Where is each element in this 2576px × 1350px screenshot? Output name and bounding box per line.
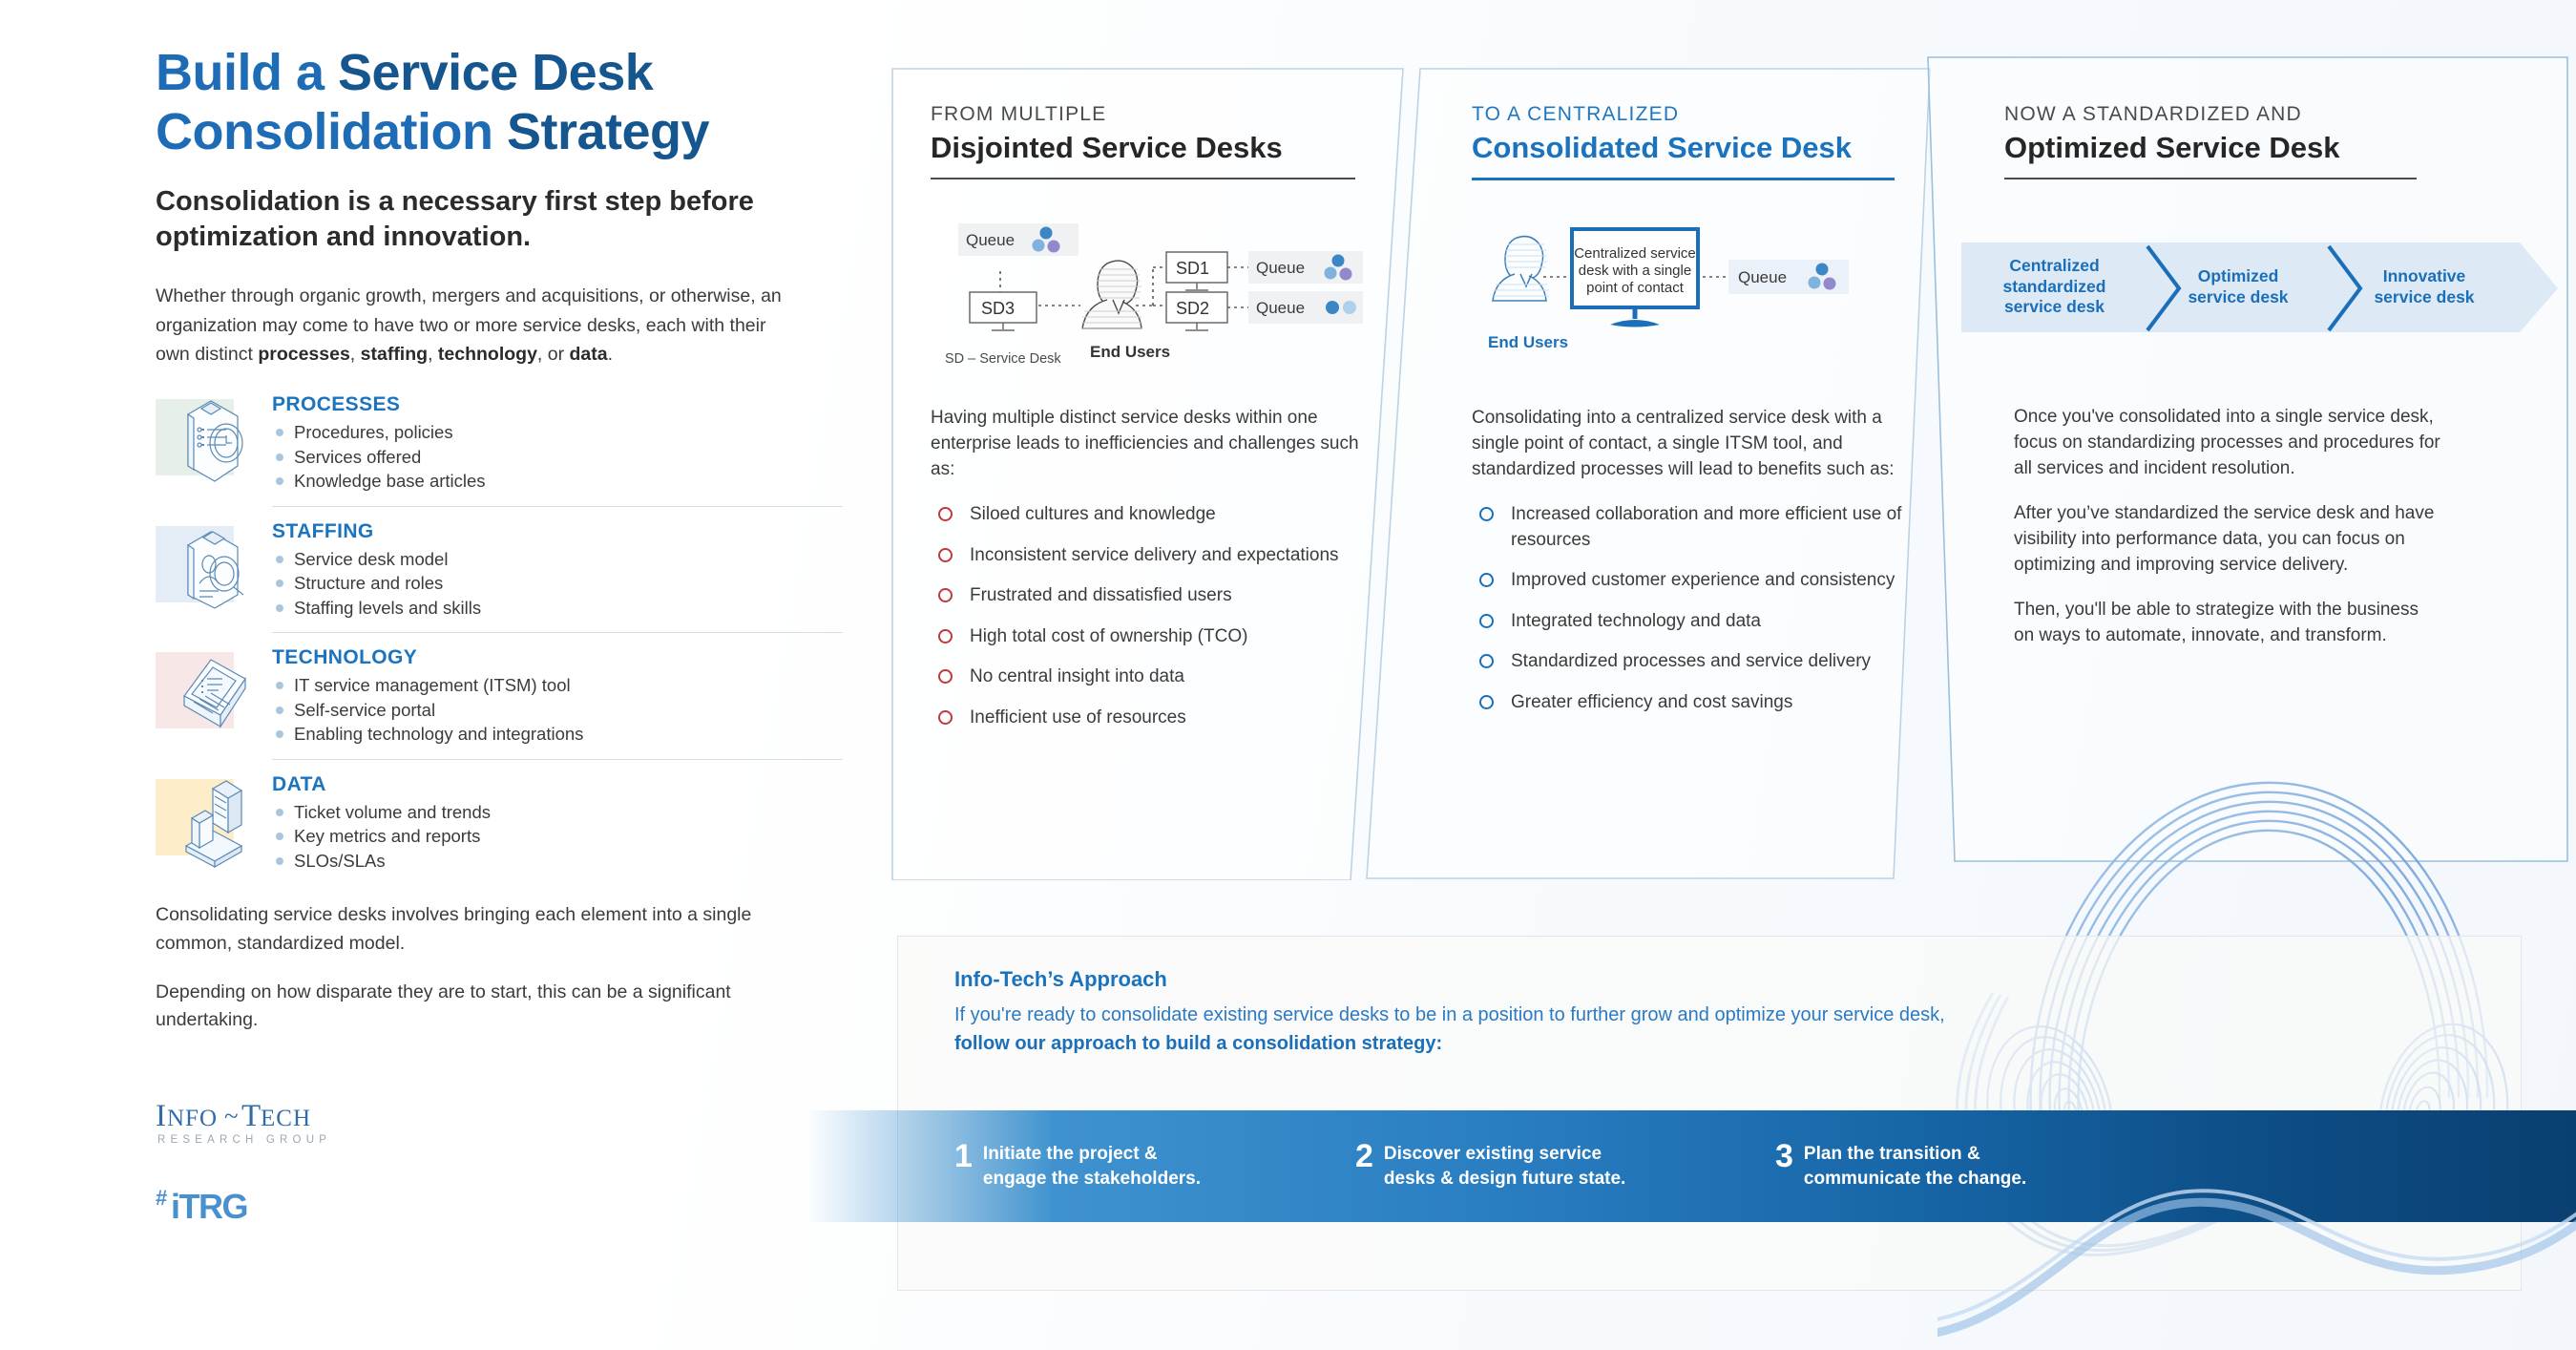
chevron-1-line-1: Centralized <box>2009 255 2100 275</box>
itrg-logo-mark <box>156 1182 299 1226</box>
approach-text-bold: follow our approach to build a consolidation strategy: <box>954 1033 1443 1054</box>
panel-1-kicker: FROM MULTIPLE <box>931 103 1107 125</box>
intro-bold-staffing: staffing <box>360 343 429 365</box>
category-bullets <box>272 673 843 747</box>
step-1-number: 1 <box>954 1138 973 1175</box>
category-data <box>156 773 843 881</box>
intro-bold-processes: processes <box>258 343 350 365</box>
category-list <box>156 393 843 880</box>
panel-1-intro: Having multiple distinct service desks within one enterprise leads to inefficiencies and challenges such as: <box>931 408 1359 479</box>
panel-3-paragraph-3: Then, you'll be able to strategize with the business on ways to automate, innovate, and transform. <box>2014 599 2419 645</box>
step-3-number: 3 <box>1775 1138 1793 1175</box>
svg-text:Queue: Queue <box>966 231 1016 249</box>
intro-sep-2: , <box>428 343 438 365</box>
svg-text:End Users: End Users <box>1090 343 1171 361</box>
svg-text:T: T <box>241 1099 262 1134</box>
panel-2-intro: Consolidating into a centralized service desk with a single point of contact, a single ITSM tool, and standardized processes will lead to benefits such as: <box>1472 408 1895 479</box>
svg-text:I: I <box>156 1099 167 1134</box>
divider <box>272 759 843 760</box>
step-2-line-1: Discover existing service <box>1383 1144 1602 1165</box>
svg-text:Centralized service: Centralized service <box>1574 245 1696 262</box>
panel-1-bullets <box>931 502 1379 731</box>
step-3-line-2: communicate the change. <box>1803 1168 2027 1189</box>
category-thumb <box>156 646 251 742</box>
category-bullets <box>272 800 843 874</box>
title-part-3: Consolidation <box>156 103 493 161</box>
step-3 <box>1775 1138 2195 1190</box>
panel-1-content <box>931 406 1379 746</box>
category-thumb <box>156 773 251 869</box>
divider <box>272 632 843 633</box>
list-item: Self-service portal <box>272 698 843 723</box>
list-item: Procedures, policies <box>272 420 843 445</box>
panel-3-headline: Optimized Service Desk <box>2004 131 2340 164</box>
category-body <box>272 393 843 501</box>
step-2-number: 2 <box>1355 1138 1373 1175</box>
panel-3-content <box>2014 405 2441 649</box>
intro-text-a: Whether through organic growth, mergers and acquisitions, or otherwise, an organization may come to have two or more service desks, each with their own distinct <box>156 285 782 365</box>
list-item: Enabling technology and integrations <box>272 722 843 747</box>
closing-paragraph-2: Depending on how disparate they are to start, this can be a significant undertaking. <box>156 981 731 1030</box>
list-item: Frustrated and dissatisfied users <box>931 583 1379 609</box>
panel-3 <box>2004 103 2453 179</box>
laptop-icon <box>169 646 257 742</box>
intro-period: . <box>607 343 614 365</box>
step-2-text <box>1384 1142 1625 1190</box>
panel-3-paragraph-1: Once you've consolidated into a single service desk, focus on standardizing processes and procedures for all services and incident resolution. <box>2014 407 2440 478</box>
approach-title: Info-Tech’s Approach <box>954 967 1167 991</box>
panel-3-kicker: NOW A STANDARDIZED AND <box>2004 103 2302 125</box>
svg-text:End Users: End Users <box>1488 333 1569 351</box>
intro-bold-data: data <box>569 343 608 365</box>
svg-text:iTRG: iTRG <box>171 1187 247 1227</box>
list-item: Knowledge base articles <box>272 469 843 494</box>
chevron-labels <box>1961 237 2572 337</box>
step-2-line-2: desks & design future state. <box>1383 1168 1626 1189</box>
chevron-step-2 <box>2147 237 2329 337</box>
intro-paragraph <box>156 282 805 369</box>
panel-1-diagram <box>945 212 1365 374</box>
approach-text <box>954 1001 1966 1058</box>
list-item: IT service management (ITSM) tool <box>272 673 843 698</box>
category-name: STAFFING <box>272 519 374 542</box>
bar-blocks-icon <box>169 773 257 869</box>
svg-text:ECH: ECH <box>261 1106 311 1132</box>
panel-2-content <box>1472 406 1920 730</box>
svg-text:point of contact: point of contact <box>1586 280 1684 296</box>
svg-text:Queue: Queue <box>1738 268 1788 286</box>
svg-text:desk with a single: desk with a single <box>1578 263 1692 279</box>
category-name: TECHNOLOGY <box>272 646 418 669</box>
step-3-line-1: Plan the transition & <box>1803 1144 1980 1165</box>
category-body <box>272 646 843 754</box>
list-item: Service desk model <box>272 547 843 572</box>
category-processes <box>156 393 843 501</box>
intro-bold-technology: technology <box>437 343 537 365</box>
chevron-step-3 <box>2329 237 2520 337</box>
list-item: Structure and roles <box>272 571 843 596</box>
divider <box>272 506 843 507</box>
panel-2-headline: Consolidated Service Desk <box>1472 131 1852 164</box>
chevron-3-line-1: Innovative <box>2382 265 2466 285</box>
svg-text:Queue: Queue <box>1256 259 1306 277</box>
category-name: DATA <box>272 772 326 795</box>
step-1-text <box>983 1142 1201 1190</box>
title-part-2: Service Desk <box>338 44 654 101</box>
svg-text:NFO: NFO <box>167 1106 219 1132</box>
category-technology <box>156 646 843 754</box>
panel-1 <box>931 103 1389 179</box>
svg-text:#: # <box>156 1186 168 1211</box>
panel-3-rule <box>2004 178 2417 179</box>
intro-sep-1: , <box>349 343 361 365</box>
category-thumb <box>156 393 251 489</box>
step-1-line-1: Initiate the project & <box>982 1144 1158 1165</box>
svg-text:SD1: SD1 <box>1176 259 1210 278</box>
category-body <box>272 520 843 628</box>
panel-2-rule <box>1472 178 1895 180</box>
list-item: Siloed cultures and knowledge <box>931 502 1379 528</box>
svg-text:~: ~ <box>224 1102 239 1131</box>
step-2 <box>1355 1138 1775 1190</box>
panel-1-rule <box>931 178 1355 179</box>
svg-text:Queue: Queue <box>1256 299 1306 317</box>
closing-paragraph-1: Consolidating service desks involves bringing each element into a single common, standardized model. <box>156 904 752 954</box>
intro-sep-3: , or <box>536 343 570 365</box>
step-3-text <box>1804 1142 2026 1190</box>
panel-2 <box>1472 103 1920 180</box>
person-magnifier-icon <box>169 520 257 616</box>
logo-group <box>156 1095 862 1231</box>
svg-text:RESEARCH GROUP: RESEARCH GROUP <box>157 1134 332 1147</box>
itrg-logo <box>156 1182 862 1231</box>
list-item: Improved customer experience and consistency <box>1472 568 1920 594</box>
list-item: Inefficient use of resources <box>931 706 1379 731</box>
approach-content <box>954 967 1966 1058</box>
category-bullets <box>272 547 843 621</box>
left-column <box>156 43 862 1231</box>
disjointed-desks-diagram <box>945 212 1365 369</box>
approach-text-plain: If you're ready to consolidate existing service desks to be in a position to further grow and optimize your service desk, <box>954 1004 1945 1025</box>
list-item: Staffing levels and skills <box>272 596 843 621</box>
list-item: Ticket volume and trends <box>272 800 843 825</box>
category-bullets <box>272 420 843 494</box>
chevron-3-line-2: service desk <box>2374 286 2475 306</box>
category-thumb <box>156 520 251 616</box>
svg-text:SD2: SD2 <box>1176 299 1210 318</box>
panel-1-footnote: SD – Service Desk <box>945 351 1061 367</box>
step-1-line-2: engage the stakeholders. <box>982 1168 1201 1189</box>
title-part-1: Build a <box>156 44 339 101</box>
approach-steps-banner <box>806 1110 2576 1222</box>
chevron-1-line-3: service desk <box>2003 297 2105 317</box>
list-item: Services offered <box>272 445 843 470</box>
page-title <box>156 43 862 161</box>
list-item: Greater efficiency and cost savings <box>1472 690 1920 716</box>
panel-2-bullets <box>1472 502 1920 716</box>
list-item: Integrated technology and data <box>1472 609 1920 635</box>
chevron-2-line-2: service desk <box>2188 286 2289 306</box>
list-item: High total cost of ownership (TCO) <box>931 624 1379 650</box>
panel-2-diagram <box>1484 218 1885 366</box>
category-body <box>272 773 843 881</box>
clipboard-clock-icon <box>169 393 257 489</box>
svg-text:SD3: SD3 <box>981 299 1016 318</box>
chevron-step-1 <box>1961 237 2147 337</box>
panel-2-kicker: TO A CENTRALIZED <box>1472 103 1680 125</box>
category-staffing <box>156 520 843 628</box>
list-item: Increased collaboration and more efficient use of resources <box>1472 502 1920 553</box>
list-item: Key metrics and reports <box>272 824 843 849</box>
consolidated-desk-diagram <box>1484 218 1885 361</box>
category-name: PROCESSES <box>272 393 401 416</box>
list-item: No central insight into data <box>931 664 1379 690</box>
list-item: Standardized processes and service delivery <box>1472 649 1920 675</box>
chevron-1-line-2: standardized <box>2002 276 2106 296</box>
title-part-4: Strategy <box>492 103 710 161</box>
panel-1-headline: Disjointed Service Desks <box>931 131 1283 164</box>
step-1 <box>954 1138 1355 1190</box>
info-tech-logo <box>156 1095 404 1150</box>
list-item: Inconsistent service delivery and expectations <box>931 543 1379 569</box>
chevron-2-line-1: Optimized <box>2197 265 2279 285</box>
page-subtitle: Consolidation is a necessary first step before optimization and innovation. <box>156 186 754 253</box>
list-item: SLOs/SLAs <box>272 849 843 874</box>
panel-3-paragraph-2: After you’ve standardized the service desk and have visibility into performance data, you can focus on optimizing and improving service delivery. <box>2014 502 2435 575</box>
